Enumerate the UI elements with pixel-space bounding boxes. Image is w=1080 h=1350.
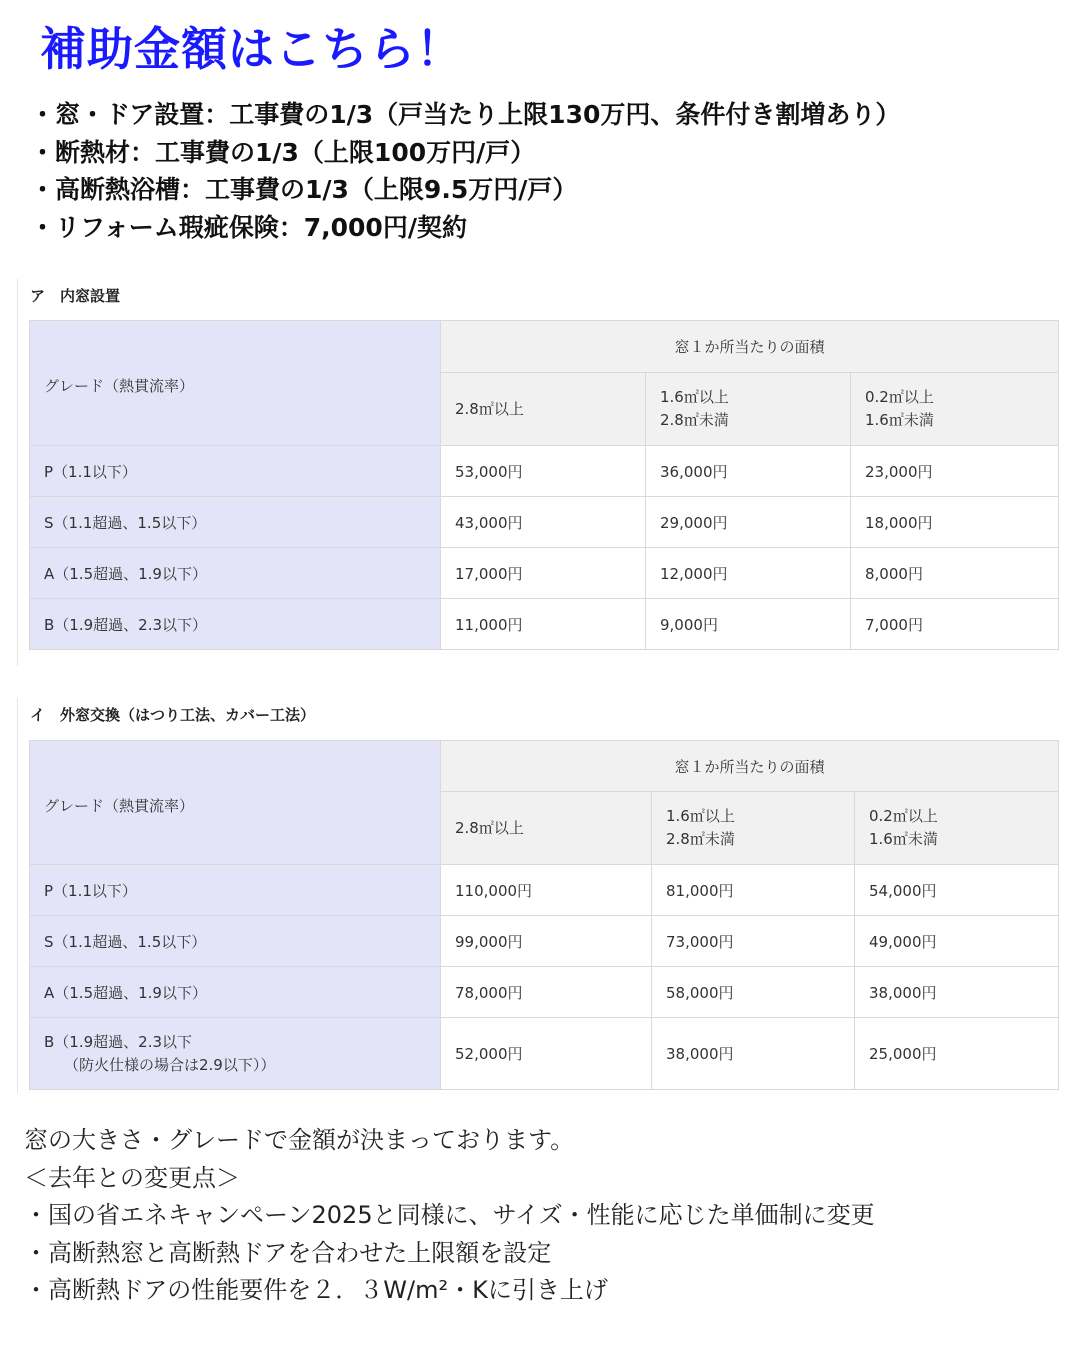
table-row [30,446,1059,497]
amount-cell: 11,000円 [441,599,646,650]
grade-a: A（1.5超過、1.9以下） [30,548,441,599]
table1-heading: ア 内窓設置 [30,287,121,305]
table-row [30,497,1059,548]
amount-cell: 52,000円 [441,1018,652,1090]
grade-column-header: グレード（熱貫流率） [30,741,441,865]
amount-cell: 9,000円 [646,599,851,650]
note-line: 窓の大きさ・グレードで金額が決まっております。 [24,1126,575,1154]
table-row [30,967,1059,1018]
size-header-large: 2.8㎡以上 [441,792,652,865]
amount-cell: 99,000円 [441,916,652,967]
amount-cell: 54,000円 [855,865,1059,916]
outer-window-subsidy-table [29,740,1059,1090]
grade-s: S（1.1超過、1.5以下） [30,497,441,548]
amount-cell: 49,000円 [855,916,1059,967]
amount-cell: 58,000円 [652,967,855,1018]
summary-item-insurance: ・リフォーム瑕疵保険：7,000円/契約 [30,212,467,242]
table1-frame [17,279,1061,666]
amount-cell: 78,000円 [441,967,652,1018]
table-row [30,548,1059,599]
grade-p: P（1.1以下） [30,446,441,497]
size-header-medium: 1.6㎡以上 2.8㎡未満 [646,373,851,446]
note-line: ＜去年との変更点＞ [24,1163,240,1192]
amount-cell: 81,000円 [652,865,855,916]
size-header-medium: 1.6㎡以上 2.8㎡未満 [652,792,855,865]
grade-p: P（1.1以下） [30,865,441,916]
size-header-small: 0.2㎡以上 1.6㎡未満 [851,373,1059,446]
grade-column-header: グレード（熱貫流率） [30,321,441,446]
table-row [30,599,1059,650]
amount-cell: 38,000円 [855,967,1059,1018]
amount-cell: 7,000円 [851,599,1059,650]
amount-cell: 8,000円 [851,548,1059,599]
amount-cell: 12,000円 [646,548,851,599]
table-row [30,1018,1059,1090]
size-header-small: 0.2㎡以上 1.6㎡未満 [855,792,1059,865]
amount-cell: 25,000円 [855,1018,1059,1090]
note-line: ・国の省エネキャンペーン2025と同様に、サイズ・性能に応じた単価制に変更 [24,1201,875,1229]
amount-cell: 23,000円 [851,446,1059,497]
area-column-header: 窓１か所当たりの面積 [441,741,1059,792]
amount-cell: 29,000円 [646,497,851,548]
page-title: 補助金額はこちら！ [40,22,463,76]
amount-cell: 53,000円 [441,446,646,497]
grade-b: B（1.9超過、2.3以下 （防火仕様の場合は2.9以下）） [30,1018,441,1090]
amount-cell: 43,000円 [441,497,646,548]
inner-window-subsidy-table [29,320,1059,650]
amount-cell: 73,000円 [652,916,855,967]
change-notes [24,1122,875,1310]
grade-a: A（1.5超過、1.9以下） [30,967,441,1018]
grade-b: B（1.9超過、2.3以下） [30,599,441,650]
area-column-header: 窓１か所当たりの面積 [441,321,1059,373]
amount-cell: 36,000円 [646,446,851,497]
summary-item-insulation: ・断熱材：工事費の1/3（上限100万円/戸） [30,137,536,167]
amount-cell: 38,000円 [652,1018,855,1090]
subsidy-summary-list [30,96,900,246]
table-row [30,865,1059,916]
grade-s: S（1.1超過、1.5以下） [30,916,441,967]
summary-item-bathtub: ・高断熱浴槽：工事費の1/3（上限9.5万円/戸） [30,175,578,204]
summary-item-window-door: ・窓・ドア設置：工事費の1/3（戸当たり上限130万円、条件付き割増あり） [30,100,901,129]
size-header-large: 2.8㎡以上 [441,373,646,446]
table-row [30,916,1059,967]
table2-heading: イ 外窓交換（はつり工法、カバー工法） [30,706,316,724]
amount-cell: 18,000円 [851,497,1059,548]
amount-cell: 17,000円 [441,548,646,599]
amount-cell: 110,000円 [441,865,652,916]
note-line: ・高断熱窓と高断熱ドアを合わせた上限額を設定 [24,1238,552,1267]
table2-frame [17,698,1061,1093]
note-line: ・高断熱ドアの性能要件を２．３W/m²・Kに引き上げ [24,1276,608,1304]
